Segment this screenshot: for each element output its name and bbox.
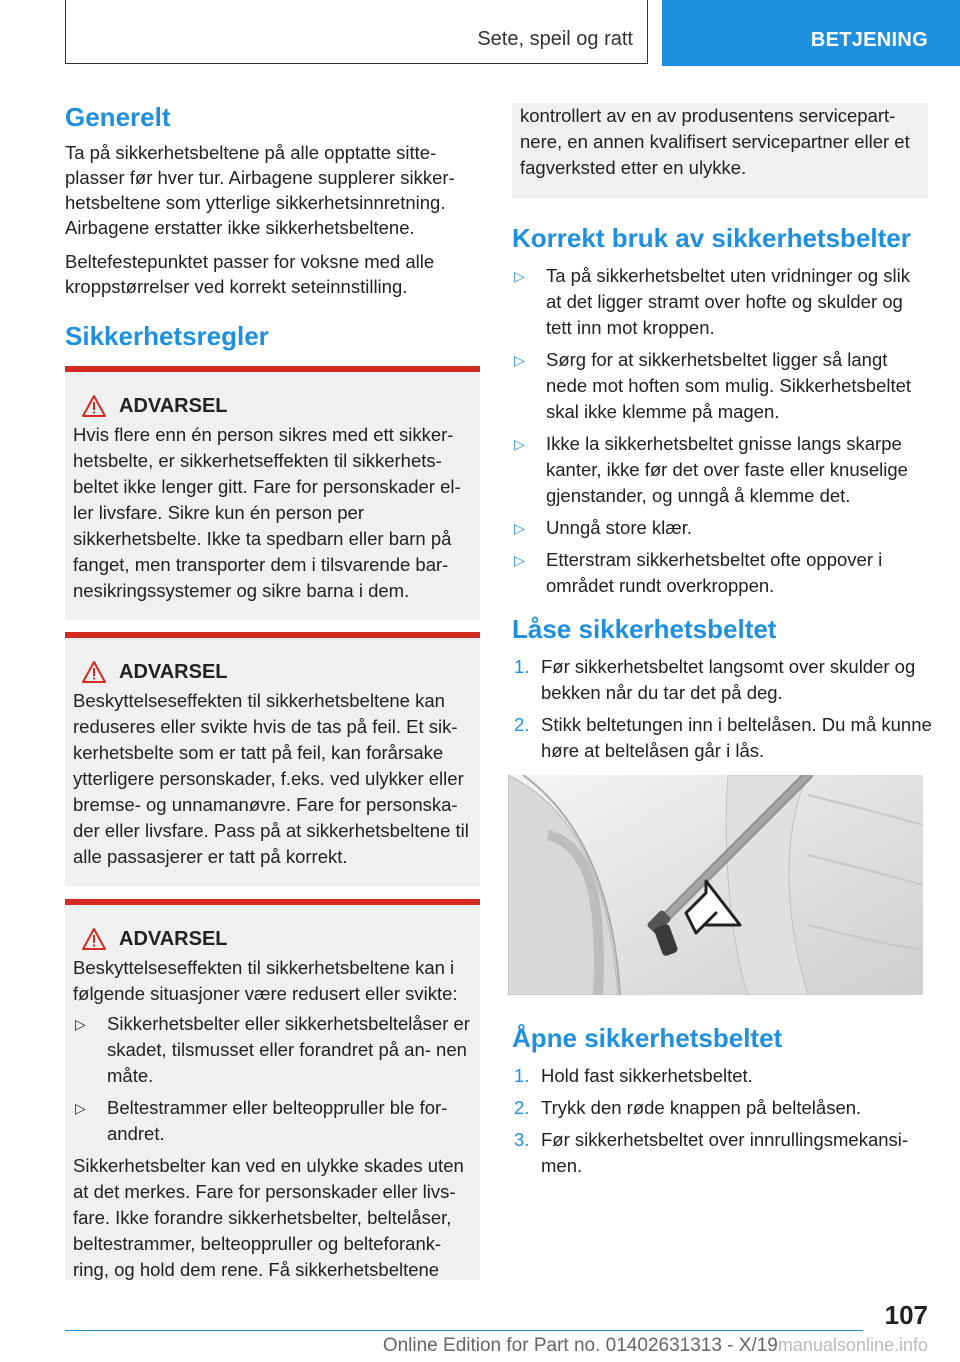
step-text: Stikk beltetungen inn i beltelåsen. Du må kunne høre at beltelåsen går i lås. xyxy=(541,714,932,761)
header-section-title: Sete, speil og ratt xyxy=(477,28,633,50)
list-item-text: Sikkerhetsbelter eller sikkerhetsbeltelåser er skadet, tilsmusset eller forandret på an- nen måte. xyxy=(107,1013,470,1086)
continued-note-box xyxy=(512,103,928,198)
list-item xyxy=(512,515,928,541)
warning-text: Beskyttelseseffekten til sikkerhetsbeltene kan reduseres eller svikte hvis de tas på feil. Et sik- kerhetsbelte som er tatt på feil, kan forårsake ytterligere personskader, f.eks. ved ulykker eller bremse- og unnamanøvre. Fare for personska- der eller livsfare. Pass på at sikkerhetsbeltene til alle passasjerer er tatt på korrekt. xyxy=(73,690,469,867)
list-item-text: Sørg for at sikkerhetsbeltet ligger så langt nede mot hoften som mulig. Sikkerhetsbeltet skal ikke klemme på magen. xyxy=(546,349,912,422)
list-item xyxy=(512,347,928,425)
list-item xyxy=(512,263,928,341)
list-item xyxy=(73,1095,472,1147)
heading-korrekt-bruk: Korrekt bruk av sikkerhetsbelter xyxy=(512,223,911,253)
warning-title: ADVARSEL xyxy=(119,927,228,950)
step-number: 2. xyxy=(514,1097,530,1118)
step-number: 2. xyxy=(514,714,530,735)
heading-apne: Åpne sikkerhetsbeltet xyxy=(512,1023,783,1053)
list-item-text: Beltestrammer eller belteoppruller ble for- andret. xyxy=(107,1097,448,1144)
lock-steps xyxy=(512,654,932,764)
seatbelt-buckle-image xyxy=(508,775,923,995)
step-text: Før sikkerhetsbeltet over innrullingsmekansi- men. xyxy=(541,1129,909,1176)
warning-title: ADVARSEL xyxy=(119,394,228,417)
seatbelt-buckle-illustration xyxy=(508,775,923,995)
footer-edition-text: Online Edition for Part no. 01402631313 - X/19 xyxy=(382,1335,778,1356)
continued-note-text: kontrollert av en av produsentens servicepart- nere, en annen kvalifisert servicepartner eller et fagverksted etter en ulykke. xyxy=(520,105,910,178)
step-text: Hold fast sikkerhetsbeltet. xyxy=(541,1065,753,1086)
warning-triangle-icon xyxy=(81,927,107,951)
open-steps xyxy=(512,1063,928,1179)
heading-lase: Låse sikkerhetsbeltet xyxy=(512,614,777,644)
triangle-bullet-icon: ▷ xyxy=(514,552,525,568)
triangle-bullet-icon: ▷ xyxy=(514,436,525,452)
triangle-bullet-icon: ▷ xyxy=(514,520,525,536)
header-chapter-title: BETJENING xyxy=(810,29,928,51)
triangle-bullet-icon: ▷ xyxy=(75,1100,86,1116)
step-item xyxy=(512,654,932,706)
paragraph-beltefeste: Beltefestepunktet passer for voksne med alle kroppstørrelser ved korrekt seteinnstilling. xyxy=(65,251,435,297)
warning-text: Hvis flere enn én person sikres med ett sikker- hetsbelte, er sikkerhetseffekten til sikkerhets- beltet ikke lenger gitt. Fare for personskader el- ler livsfare. Sikre kun én person per sikkerhetsbelte. Ikke ta spedbarn eller barn på fanget, men transporter dem i tilsvarende bar- nesikringssystemer og sikre barna i dem. xyxy=(73,424,461,601)
step-item xyxy=(512,712,932,764)
step-item xyxy=(512,1127,928,1179)
heading-sikkerhetsregler: Sikkerhetsregler xyxy=(65,321,269,351)
list-item-text: Etterstram sikkerhetsbeltet ofte oppover i området rundt overkroppen. xyxy=(546,549,883,596)
list-item-text: Ikke la sikkerhetsbeltet gnisse langs skarpe kanter, ikke før det over faste eller knuselige gjenstander, og unngå å klemme det. xyxy=(546,433,908,506)
step-item xyxy=(512,1095,928,1121)
step-number: 3. xyxy=(514,1129,530,1150)
footer-edition xyxy=(0,1335,960,1357)
header-section-tab xyxy=(65,0,648,64)
warning-box-1 xyxy=(65,366,480,620)
list-item xyxy=(512,547,928,599)
step-number: 1. xyxy=(514,1065,530,1086)
page-number: 107 xyxy=(884,1300,928,1330)
warning-title: ADVARSEL xyxy=(119,660,228,683)
warning-outro: Sikkerhetsbelter kan ved en ulykke skades uten at det merkes. Fare for personskader eller livs- fare. Ikke forandre sikkerhetsbelter, beltelåser, beltestrammer, belteoppruller og belteforank- ring, og hold dem rene. Få sikkerhetsbeltene xyxy=(73,1155,464,1280)
header-chapter-tab[interactable] xyxy=(662,0,960,66)
list-item-text: Ta på sikkerhetsbeltet uten vridninger og slik at det ligger stramt over hofte og skulder og tett inn mot kroppen. xyxy=(546,265,911,338)
warning-box-2 xyxy=(65,632,480,886)
triangle-bullet-icon: ▷ xyxy=(75,1016,86,1032)
list-item-text: Unngå store klær. xyxy=(546,517,693,538)
footer-divider xyxy=(65,1330,863,1331)
warning-triangle-icon xyxy=(81,394,107,418)
triangle-bullet-icon: ▷ xyxy=(514,268,525,284)
list-item xyxy=(512,431,928,509)
step-text: Trykk den røde knappen på beltelåsen. xyxy=(541,1097,862,1118)
step-number: 1. xyxy=(514,656,530,677)
correct-use-list xyxy=(512,263,928,599)
heading-generelt: Generelt xyxy=(65,102,171,132)
warning-box-3 xyxy=(65,899,480,1280)
step-item xyxy=(512,1063,928,1089)
warning-triangle-icon xyxy=(81,660,107,684)
footer-watermark: manualsonline.info xyxy=(777,1335,928,1355)
step-text: Før sikkerhetsbeltet langsomt over skulder og bekken når du tar det på deg. xyxy=(541,656,916,703)
paragraph-generelt: Ta på sikkerhetsbeltene på alle opptatte sitte- plasser før hver tur. Airbagene supplerer sikker- hetsbeltene som ytterlige sikkerhetsinnretning. Airbagene erstatter ikke sikkerhetsbeltene. xyxy=(65,142,455,238)
warning-intro: Beskyttelseseffekten til sikkerhetsbeltene kan i følgende situasjoner være redusert eller svikte: xyxy=(73,957,458,1004)
list-item xyxy=(73,1011,472,1089)
triangle-bullet-icon: ▷ xyxy=(514,352,525,368)
